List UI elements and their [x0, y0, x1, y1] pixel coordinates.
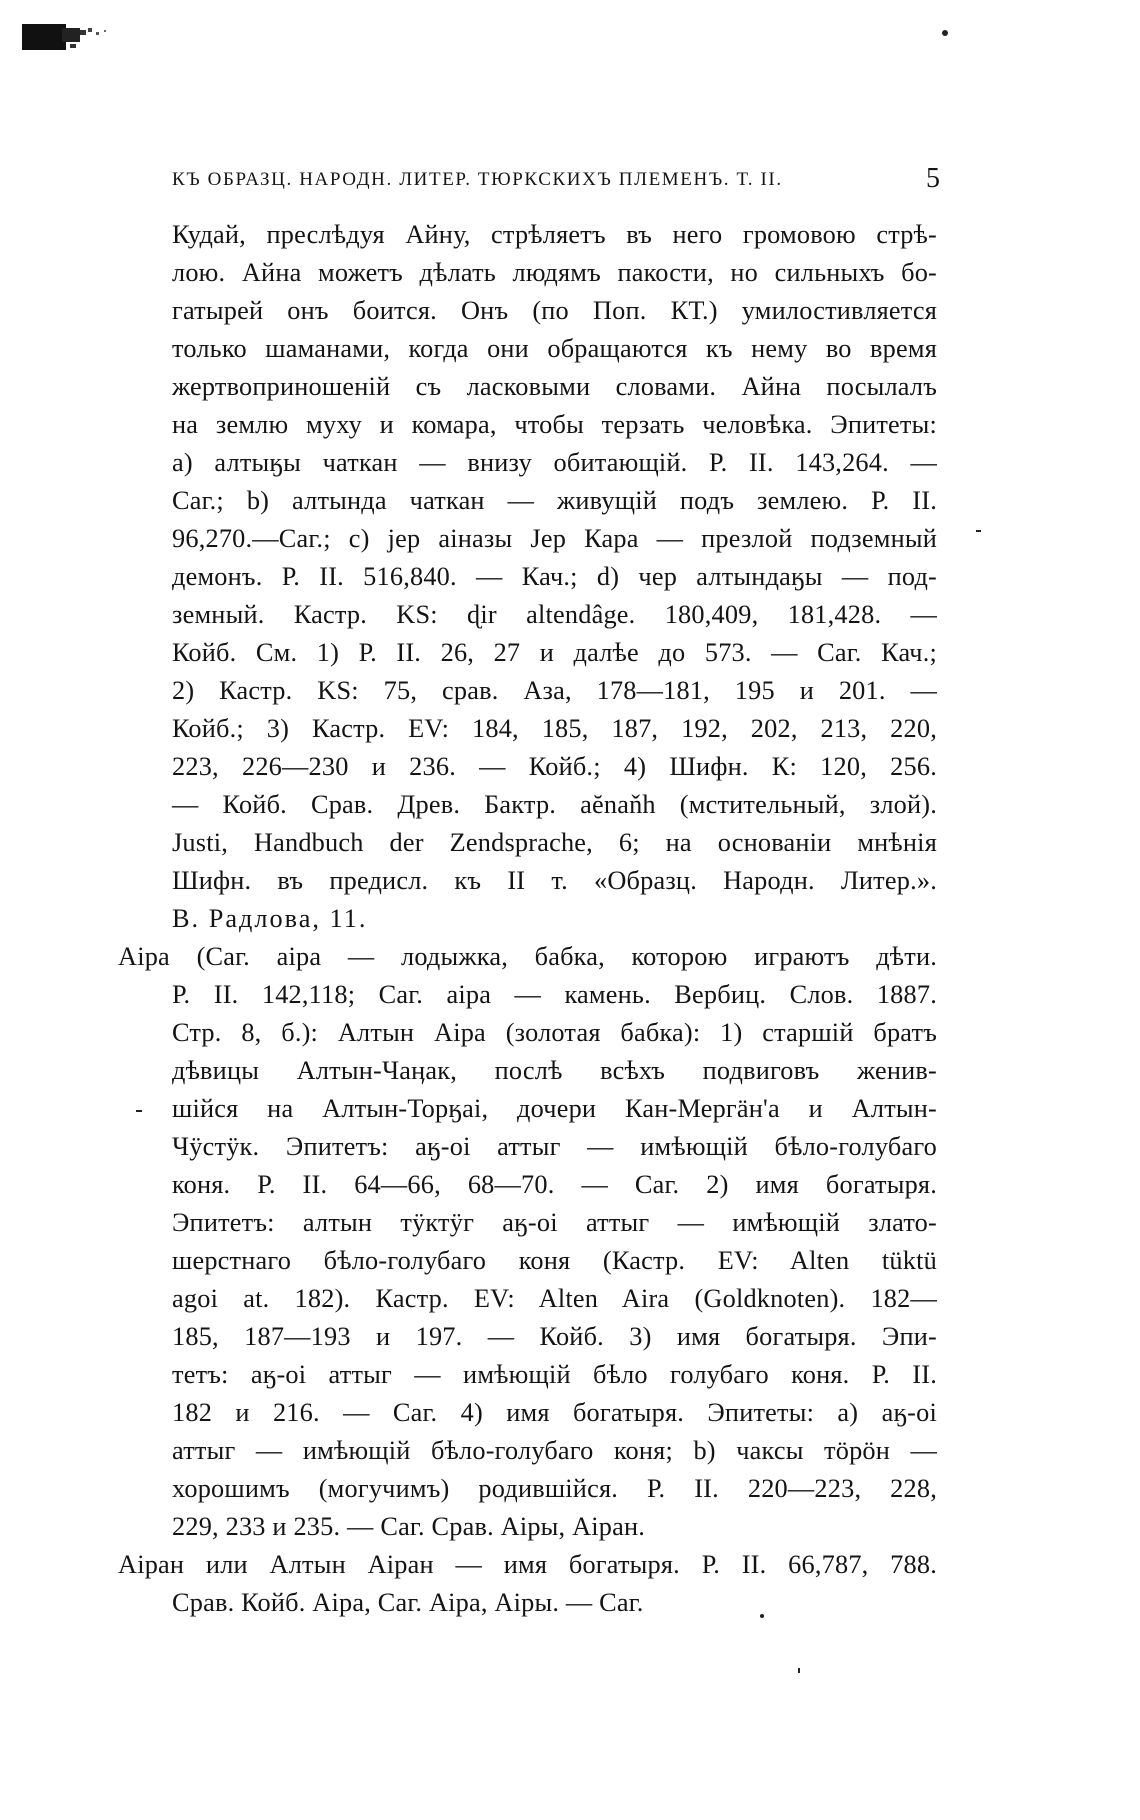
scan-speck [942, 30, 948, 36]
text-line: Стр. 8, б.): Алтын Аіра (золотая бабка): 1) старшій братъ [172, 1018, 937, 1047]
text-line: Эпитетъ: алтын тӱктӱг аӄ-оі аттыг — имѣющій злато- [172, 1208, 937, 1237]
scan-speck [976, 530, 981, 532]
text-line: — Койб. Срав. Древ. Бактр. aĕnaňh (мстительный, злой). [172, 790, 937, 819]
text-line: земный. Кастр. KS: ɖir altendâge. 180,409, 181,428. — [172, 600, 937, 629]
text-line: шерстнаго бѣло-голубаго коня (Кастр. EV: Alten tüktü [172, 1246, 937, 1275]
text-line: Р. II. 142,118; Саг. аіра — камень. Вербиц. Слов. 1887. [172, 980, 937, 1009]
text-line: agoi at. 182). Кастр. EV: Alten Aira (Goldknoten). 182— [172, 1284, 937, 1313]
entry-heading-line: Аіран или Алтын Аіран — имя богатыря. Р. II. 66,787, 788. [118, 1550, 937, 1579]
text-line: 229, 233 и 235. — Саг. Срав. Аіры, Аіран. [172, 1512, 646, 1541]
text-line: жертвоприношеній съ ласковыми словами. Айна посылалъ [172, 372, 937, 401]
text-line: лою. Айна можетъ дѣлать людямъ пакости, но сильныхъ бо- [172, 258, 937, 287]
scan-speck [760, 1614, 764, 1618]
running-title: КЪ ОБРАЗЦ. НАРОДН. ЛИТЕР. ТЮРКСКИХЪ ПЛЕМЕНЪ. Т. II. [172, 169, 783, 190]
scan-speck [798, 1668, 800, 1673]
page-number: 5 [926, 163, 940, 194]
text-line: тетъ: аӄ-оі аттыг — имѣющій бѣло голубаго коня. Р. II. [172, 1360, 937, 1389]
text-line: гатырей онъ боится. Онъ (по Поп. КТ.) умилостивляется [172, 296, 937, 325]
text-line: Койб.; 3) Кастр. EV: 184, 185, 187, 192, 202, 213, 220, [172, 714, 937, 743]
text-line: на землю муху и комара, чтобы терзать человѣка. Эпитеты: [172, 410, 937, 439]
scan-smudge [22, 18, 117, 60]
running-header [172, 163, 942, 197]
text-line: дѣвицы Алтын-Чаӊак, послѣ всѣхъ подвиговъ женив- [172, 1056, 937, 1085]
text-line: аттыг — имѣющій бѣло-голубаго коня; b) чаксы тӧрӧн — [172, 1436, 937, 1465]
entry-heading-line: Аіра (Саг. аіра — лодыжка, бабка, которою играютъ дѣти. [118, 942, 937, 971]
text-line: Саг.; b) алтында чаткан — живущій подъ землею. Р. II. [172, 486, 937, 515]
text-line: демонъ. Р. II. 516,840. — Кач.; d) чер алтындаӄы — под- [172, 562, 937, 591]
text-line: 182 и 216. — Саг. 4) имя богатыря. Эпитеты: a) аӄ-оі [172, 1398, 937, 1427]
text-line: 185, 187—193 и 197. — Койб. 3) имя богатыря. Эпи- [172, 1322, 937, 1351]
text-line: шійся на Алтын-Торӄаі, дочери Кан-Мергäн'а и Алтын- [172, 1094, 937, 1123]
text-line: 96,270.—Саг.; c) jер аіназы Jер Кара — презлой подземный [172, 524, 937, 553]
text-line: только шаманами, когда они обращаются къ нему во время [172, 334, 937, 363]
text-line: Кудай, преслѣдуя Айну, стрѣляетъ въ него громовою стрѣ- [172, 220, 937, 249]
text-line: Justi, Handbuch der Zendsprache, 6; на основаніи мнѣнія [172, 828, 937, 857]
text-line: хорошимъ (могучимъ) родившійся. Р. II. 220—223, 228, [172, 1474, 937, 1503]
text-line: a) алтыӄы чаткан — внизу обитающій. Р. II. 143,264. — [172, 448, 937, 477]
text-line: коня. Р. II. 64—66, 68—70. — Саг. 2) имя богатыря. [172, 1170, 937, 1199]
text-line: 223, 226—230 и 236. — Койб.; 4) Шифн. К: 120, 256. [172, 752, 937, 781]
text-line: Шифн. въ предисл. къ II т. «Образц. Народн. Литер.». [172, 866, 937, 895]
text-line: Чӱстӱк. Эпитетъ: аӄ-оі аттыг — имѣющій бѣло-голубаго [172, 1132, 937, 1161]
text-line: Срав. Койб. Аіра, Саг. Аіра, Аіры. — Саг. [172, 1588, 644, 1617]
text-line: 2) Кастр. KS: 75, срав. Аза, 178—181, 195 и 201. — [172, 676, 937, 705]
scan-speck [136, 1110, 142, 1112]
text-line: Койб. См. 1) Р. II. 26, 27 и далѣе до 573. — Саг. Кач.; [172, 638, 937, 667]
text-line: В. Радлова, 11. [172, 904, 368, 933]
